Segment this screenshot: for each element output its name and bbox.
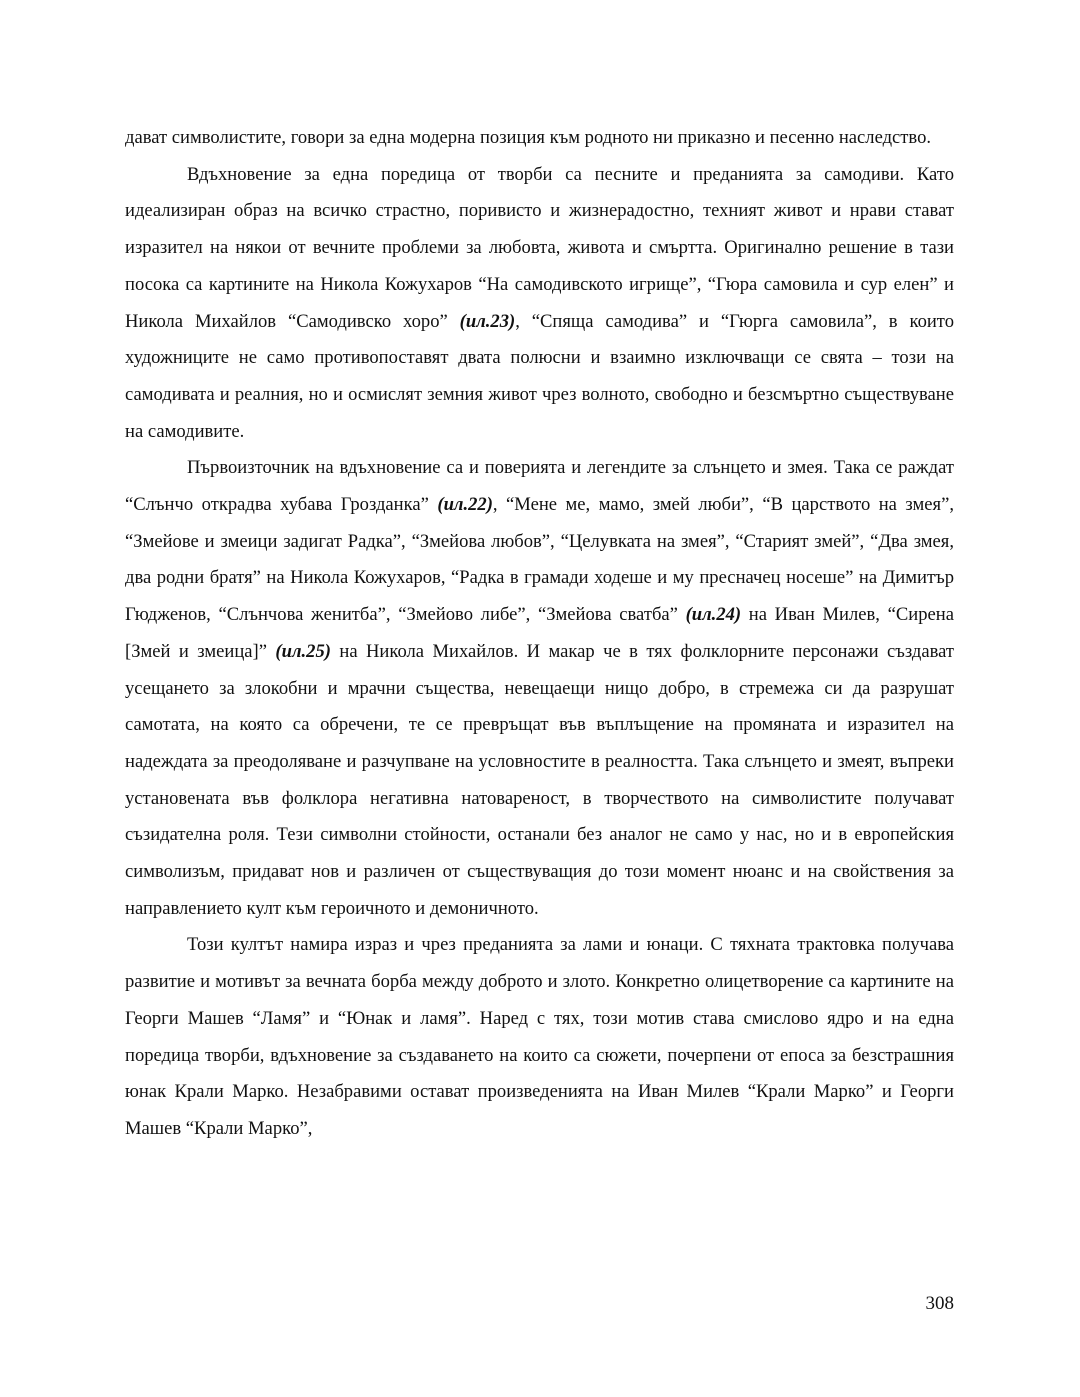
illustration-reference: (ил.23) <box>459 310 516 332</box>
paragraph-text: , “Спяща самодива” и “Гюрга самовила”, в които художниците не само противопоставят двата полюсни и взаимно изключващи се свята – този на самодивата и реалния, но и осмислят земния живот чрез волното, свободно и безсмъртно съществуване на самодивите. <box>125 310 954 442</box>
paragraph-text: , “Мене ме, мамо, змей люби”, “В царството на змея”, “Змейове и змеици задигат Радка”, “Змейова любов”, “Целувката на змея”, “Старият змей”, “Два змея, два родни братя” на Никола Кожухаров, “Радка в грамади ходеше и му пресначец носеше” на Димитър Гюдженов, “Слънчова женитба”, “Змейово либе”, “Змейова сватба” <box>125 494 954 626</box>
paragraph <box>125 927 954 1147</box>
paragraph-text: дават символистите, говори за една модерна позиция към родното ни приказно и песенно наследство. <box>125 127 932 148</box>
illustration-reference: (ил.24) <box>685 604 742 626</box>
page-body <box>125 120 954 1148</box>
paragraph-text: Вдъхновение за една поредица от творби са песните и преданията за самодиви. Като идеализиран образ на всичко страстно, поривисто и жизнерадостно, техният живот и нрави стават изразител на някои от вечните проблеми за любовта, живота и смъртта. Оригинално решение в тази посока са картините на Никола Кожухаров “На самодивското игрище”, “Гюра самовила и сур елен” и Никола Михайлов “Самодивско хоро” <box>125 163 954 332</box>
paragraph-text: на Никола Михайлов. И макар че в тях фолклорните персонажи създават усещането за злокобни и мрачни същества, невещаещи нищо добро, в стремежа си да разрушат самотата, на която са обречени, те се превръщат във въплъщение на промяната и изразител на надеждата за преодоляване и разчупване на условностите в реалността. Така слънцето и змеят, въпреки установената във фолклора негативна натовареност, в творчеството на символистите получават съзидателна роля. Тези символни стойности, останали без аналог не само у нас, но и в европейския символизъм, придават нов и различен от съществуващия до този момент нюанс и на свойствения за направлението култ към героичното и демоничното. <box>125 640 955 919</box>
page-number: 308 <box>925 1293 954 1314</box>
illustration-reference: (ил.25) <box>275 640 331 662</box>
paragraph <box>125 157 954 451</box>
paragraph <box>125 450 954 927</box>
paragraph <box>125 120 954 157</box>
paragraph-text: на Иван Милев, “Сирена [Змей и змеица]” <box>125 604 954 662</box>
illustration-reference: (ил.22) <box>437 494 493 516</box>
paragraph-text: Първоизточник на вдъхновение са и поверията и легендите за слънцето и змея. Така се раждат “Слънчо открадва хубава Грозданка” <box>125 457 954 516</box>
paragraph-text: Този култът намира израз и чрез преданията за лами и юнаци. С тяхната трактовка получава развитие и мотивът за вечната борба между доброто и злото. Конкретно олицетворение са картините на Георги Машев “Ламя” и “Юнак и ламя”. Наред с тях, този мотив става смислово ядро и на една поредица творби, вдъхновение за създаването на които са сюжети, почерпени от епоса за безстрашния юнак Крали Марко. Незабравими остават произведенията на Иван Милев “Крали Марко” и Георги Машев “Крали Марко”, <box>125 934 954 1139</box>
